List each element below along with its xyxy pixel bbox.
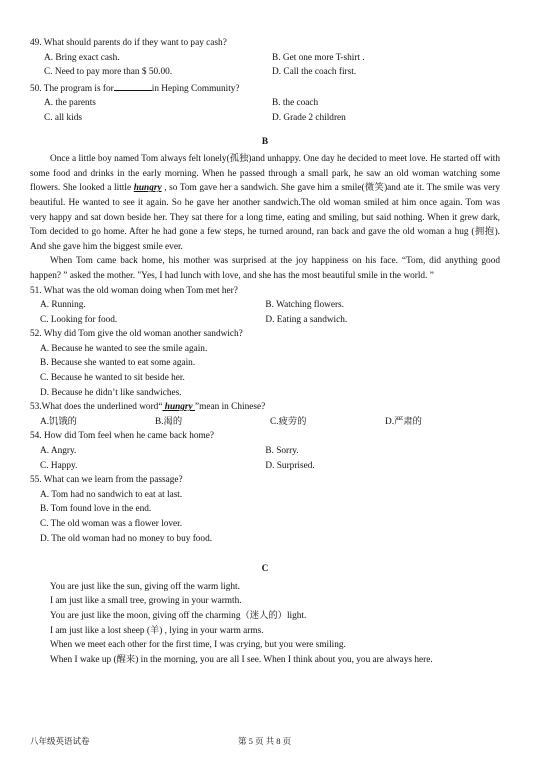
passage-paragraph: When Tom came back home, his mother was surprised at the joy happiness on his face. “Tom, did anything good happen? ” asked the mother. "Yes, I had lunch with love, and she has the most beautiful smile in the world. ” xyxy=(30,256,500,281)
question-stem: 55. What can we learn from the passage? xyxy=(30,475,183,486)
option-d: D. Grade 2 children xyxy=(272,112,346,123)
option-c: C. The old woman was a flower lover. xyxy=(40,519,183,529)
option-d: D. The old woman had no money to buy food. xyxy=(40,533,213,544)
option-b: B.渴的 xyxy=(155,416,183,427)
option-b: B. Get one more T-shirt . xyxy=(272,52,365,63)
poem-line: When we meet each other for the first time, I was crying, but you were smiling. xyxy=(50,640,346,651)
question-stem: 50. The program is for in Heping Community? xyxy=(30,80,500,97)
section-title-c: C xyxy=(261,564,269,575)
question-55 xyxy=(30,473,500,546)
poem-line: You are just like the moon, giving off the charming（迷人的）light. xyxy=(50,610,307,621)
option-a: A. the parents xyxy=(44,98,96,109)
poem-line: I am just like a small tree, growing in your warmth. xyxy=(50,596,242,607)
option-b: B. Because she wanted to eat some again. xyxy=(40,358,196,369)
option-c: C. Looking for food. xyxy=(40,314,118,325)
option-b: B. Watching flowers. xyxy=(265,300,344,311)
option-a: A. Angry. xyxy=(40,446,77,457)
question-52 xyxy=(30,327,500,400)
answer-blank xyxy=(114,80,152,91)
underlined-word: hungry xyxy=(133,183,162,194)
option-d: D.严肃的 xyxy=(385,416,422,427)
option-d: D. Call the coach first. xyxy=(272,67,357,78)
question-50 xyxy=(30,80,500,126)
poem xyxy=(30,580,500,668)
option-a: A. Running. xyxy=(40,300,86,311)
option-b: B. Sorry. xyxy=(265,446,299,457)
option-d: D. Because he didn’t like sandwiches. xyxy=(40,387,182,398)
question-53 xyxy=(30,400,500,429)
question-51 xyxy=(30,284,500,328)
passage-paragraph: Once a little boy named Tom always felt lonely(孤独)and unhappy. One day he decided to meet love. He started off with some food and drinks in the early morning. When he passed through a small park, he saw an old woman watching some flowers. She looked a little hungry , so Tom gave her a sandwich. She gave him a smile(微笑)and ate it. The smile was very beautiful. He wanted to see it again. So he gave her another sandwich.The old woman smiled at him once again. Tom was very happy and sat down beside her. They sat there for a long time, eating and smiling, but said nothing. When it grew dark, Tom decided to go home. After he had gone a few steps, he turned around, ran back and gave the old woman a hug (拥抱). And she gave him the biggest smile ever. xyxy=(30,154,500,252)
option-c: C. all kids xyxy=(44,112,82,123)
poem-line: I am just like a lost sheep (羊) , lying in your warm arms. xyxy=(50,625,264,636)
section-title-b: B xyxy=(261,136,269,147)
question-stem: 51. What was the old woman doing when Tom met her? xyxy=(30,285,238,296)
option-a: A. Tom had no sandwich to eat at last. xyxy=(40,489,183,500)
poem-line: When I wake up (醒来) in the morning, you are all I see. When I think about you, you are always here. xyxy=(50,654,433,665)
option-c: C.疲劳的 xyxy=(270,416,307,427)
option-d: D. Surprised. xyxy=(265,460,315,471)
option-a: A. Bring exact cash. xyxy=(44,52,120,63)
option-c: C. Happy. xyxy=(40,460,78,471)
footer-page-number: 第 5 页 共 8 页 xyxy=(238,736,292,746)
question-54 xyxy=(30,429,500,473)
option-b: B. the coach xyxy=(272,98,319,109)
question-stem: 49. What should parents do if they want to pay cash? xyxy=(30,38,227,48)
option-c: C. Because he wanted to sit beside her. xyxy=(40,373,185,384)
option-b: B. Tom found love in the end. xyxy=(40,504,152,515)
option-d: D. Eating a sandwich. xyxy=(265,314,348,325)
option-c: C. Need to pay more than $ 50.00. xyxy=(44,67,173,78)
footer-exam-name: 八年级英语试卷 xyxy=(30,736,90,746)
question-stem: 54. How did Tom feel when he came back home? xyxy=(30,431,215,442)
question-stem: 52. Why did Tom give the old woman another sandwich? xyxy=(30,329,243,340)
option-a: A.饥饿的 xyxy=(40,416,77,427)
option-a: A. Because he wanted to see the smile again. xyxy=(40,343,208,354)
poem-line: You are just like the sun, giving off the warm light. xyxy=(50,581,240,592)
exam-page xyxy=(30,36,500,667)
question-stem: 53.What does the underlined word“ hungry ”mean in Chinese? xyxy=(30,402,266,413)
question-49 xyxy=(30,36,500,80)
